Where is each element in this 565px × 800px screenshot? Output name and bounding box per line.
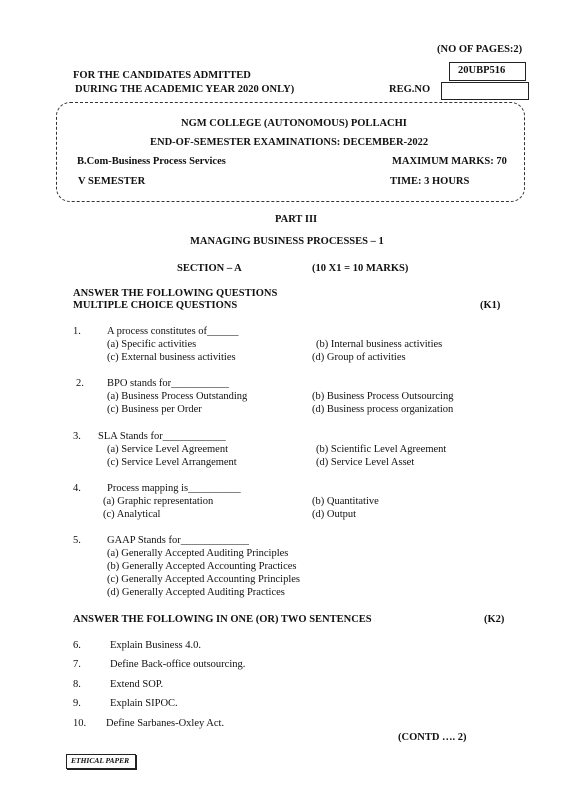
q5-text: GAAP Stands for_____________ xyxy=(107,535,249,546)
q6-text: Explain Business 4.0. xyxy=(110,640,201,651)
q3-option-a: (a) Service Level Agreement xyxy=(107,444,228,455)
q1-option-c: (c) External business activities xyxy=(107,352,236,363)
q4-option-c: (c) Analytical xyxy=(103,509,161,520)
mcq-level: (K1) xyxy=(480,300,501,311)
ethical-paper-label: ETHICAL PAPER xyxy=(71,756,130,765)
q5-number: 5. xyxy=(73,535,81,546)
q2-option-b: (b) Business Process Outsourcing xyxy=(312,391,454,402)
q3-option-d: (d) Service Level Asset xyxy=(316,457,415,468)
q7-text: Define Back-office outsourcing. xyxy=(110,659,246,670)
part-label: PART III xyxy=(275,214,318,225)
pages-count: (NO OF PAGES:2) xyxy=(437,44,523,55)
q2-text: BPO stands for___________ xyxy=(107,378,229,389)
q1-option-a: (a) Specific activities xyxy=(107,339,197,350)
q6-number: 6. xyxy=(73,640,81,651)
q10-text: Define Sarbanes-Oxley Act. xyxy=(106,718,225,729)
max-marks: MAXIMUM MARKS: 70 xyxy=(392,156,507,167)
section-marks: (10 X1 = 10 MARKS) xyxy=(312,263,409,274)
q9-number: 9. xyxy=(73,698,81,709)
q1-text: A process constitutes of______ xyxy=(107,326,239,337)
mcq-heading-2: MULTIPLE CHOICE QUESTIONS xyxy=(73,300,238,311)
q1-option-d: (d) Group of activities xyxy=(312,352,406,363)
q2-option-d: (d) Business process organization xyxy=(312,404,454,415)
candidates-line-2: DURING THE ACADEMIC YEAR 2020 ONLY) xyxy=(75,84,295,95)
paper-title: MANAGING BUSINESS PROCESSES – 1 xyxy=(190,236,384,247)
q5-option-b: (b) Generally Accepted Accounting Practices xyxy=(107,561,297,572)
mcq-heading-1: ANSWER THE FOLLOWING QUESTIONS xyxy=(73,288,278,299)
continued-label: (CONTD …. 2) xyxy=(398,732,467,743)
course-code: 20UBP516 xyxy=(458,65,506,76)
q1-option-b: (b) Internal business activities xyxy=(316,339,443,350)
q3-number: 3. xyxy=(73,431,81,442)
q4-number: 4. xyxy=(73,483,81,494)
section-label: SECTION – A xyxy=(177,263,242,274)
q2-number: 2. xyxy=(76,378,84,389)
exam-info-box xyxy=(56,102,525,202)
q7-number: 7. xyxy=(73,659,81,670)
q4-option-a: (a) Graphic representation xyxy=(103,496,214,507)
q10-number: 10. xyxy=(73,718,87,729)
q4-option-d: (d) Output xyxy=(312,509,357,520)
q3-option-b: (b) Scientific Level Agreement xyxy=(316,444,447,455)
q1-number: 1. xyxy=(73,326,81,337)
q3-option-c: (c) Service Level Arrangement xyxy=(107,457,237,468)
regno-label: REG.NO xyxy=(389,84,431,95)
q2-option-c: (c) Business per Order xyxy=(107,404,202,415)
candidates-line-1: FOR THE CANDIDATES ADMITTED xyxy=(73,70,251,81)
q8-number: 8. xyxy=(73,679,81,690)
q9-text: Explain SIPOC. xyxy=(110,698,178,709)
q2-option-a: (a) Business Process Outstanding xyxy=(107,391,248,402)
q3-text: SLA Stands for____________ xyxy=(98,431,226,442)
q4-option-b: (b) Quantitative xyxy=(312,496,379,507)
short-level: (K2) xyxy=(484,614,505,625)
college-name: NGM COLLEGE (AUTONOMOUS) POLLACHI xyxy=(181,118,407,129)
q4-text: Process mapping is__________ xyxy=(107,483,241,494)
semester: V SEMESTER xyxy=(78,176,146,187)
regno-box xyxy=(441,82,529,100)
q8-text: Extend SOP. xyxy=(110,679,164,690)
course-name: B.Com-Business Process Services xyxy=(77,156,226,167)
exam-title: END-OF-SEMESTER EXAMINATIONS: DECEMBER-2022 xyxy=(150,137,429,148)
exam-time: TIME: 3 HOURS xyxy=(390,176,470,187)
q5-option-c: (c) Generally Accepted Accounting Principles xyxy=(107,574,301,585)
short-heading: ANSWER THE FOLLOWING IN ONE (OR) TWO SENTENCES xyxy=(73,614,372,625)
q5-option-d: (d) Generally Accepted Auditing Practices xyxy=(107,587,285,598)
q5-option-a: (a) Generally Accepted Auditing Principles xyxy=(107,548,289,559)
